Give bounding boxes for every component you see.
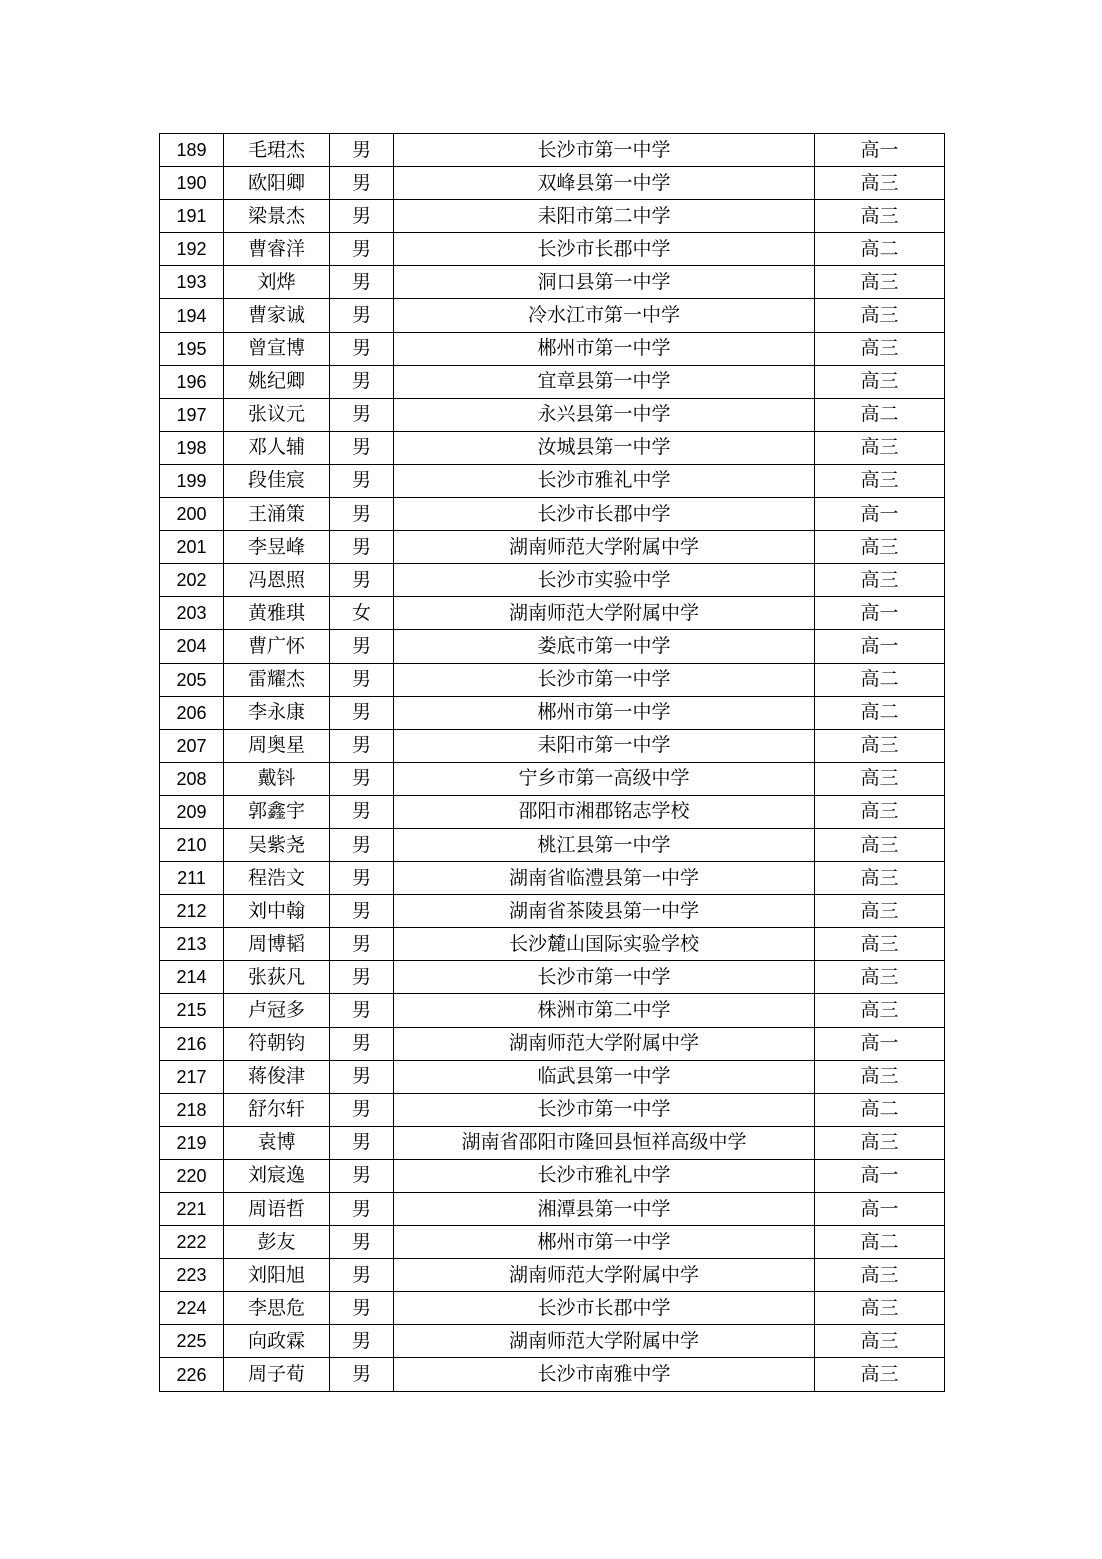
row-number-cell: 221 [160,1193,224,1226]
student-name-cell: 邓人辅 [224,431,330,464]
school-cell: 湘潭县第一中学 [394,1193,815,1226]
row-number-cell: 195 [160,332,224,365]
gender-cell: 男 [330,762,394,795]
gender-cell: 男 [330,1060,394,1093]
table-row [160,1060,945,1093]
row-number-cell: 224 [160,1292,224,1325]
student-name-cell: 刘烨 [224,266,330,299]
school-cell: 长沙市长郡中学 [394,1292,815,1325]
row-number-cell: 219 [160,1126,224,1159]
gender-cell: 男 [330,531,394,564]
student-name-cell: 蒋俊津 [224,1060,330,1093]
student-name-cell: 曹睿洋 [224,233,330,266]
school-cell: 宁乡市第一高级中学 [394,762,815,795]
row-number-cell: 223 [160,1259,224,1292]
table-row [160,895,945,928]
student-name-cell: 舒尔轩 [224,1093,330,1126]
school-cell: 郴州市第一中学 [394,696,815,729]
gender-cell: 男 [330,663,394,696]
grade-cell: 高三 [815,862,945,895]
school-cell: 耒阳市第二中学 [394,200,815,233]
school-cell: 湖南省邵阳市隆回县恒祥高级中学 [394,1126,815,1159]
grade-cell: 高三 [815,332,945,365]
gender-cell: 男 [330,1159,394,1192]
grade-cell: 高三 [815,795,945,828]
student-name-cell: 李思危 [224,1292,330,1325]
row-number-cell: 216 [160,1027,224,1060]
gender-cell: 男 [330,928,394,961]
gender-cell: 男 [330,1093,394,1126]
table-row [160,961,945,994]
gender-cell: 男 [330,1259,394,1292]
school-cell: 邵阳市湘郡铭志学校 [394,795,815,828]
gender-cell: 男 [330,431,394,464]
student-name-cell: 程浩文 [224,862,330,895]
row-number-cell: 193 [160,266,224,299]
school-cell: 长沙市第一中学 [394,663,815,696]
row-number-cell: 213 [160,928,224,961]
table-row [160,729,945,762]
grade-cell: 高一 [815,1193,945,1226]
table-row [160,233,945,266]
gender-cell: 男 [330,398,394,431]
school-cell: 临武县第一中学 [394,1060,815,1093]
school-cell: 长沙市实验中学 [394,564,815,597]
table-row [160,564,945,597]
table-row [160,498,945,531]
table-row [160,663,945,696]
grade-cell: 高三 [815,365,945,398]
row-number-cell: 214 [160,961,224,994]
row-number-cell: 210 [160,828,224,861]
grade-cell: 高三 [815,1292,945,1325]
grade-cell: 高三 [815,564,945,597]
table-row [160,531,945,564]
gender-cell: 男 [330,696,394,729]
gender-cell: 男 [330,299,394,332]
student-name-cell: 卢冠多 [224,994,330,1027]
grade-cell: 高三 [815,729,945,762]
grade-cell: 高三 [815,167,945,200]
row-number-cell: 211 [160,862,224,895]
gender-cell: 女 [330,597,394,630]
school-cell: 株洲市第二中学 [394,994,815,1027]
table-row [160,928,945,961]
school-cell: 郴州市第一中学 [394,1226,815,1259]
grade-cell: 高三 [815,928,945,961]
gender-cell: 男 [330,630,394,663]
table-row [160,1126,945,1159]
student-name-cell: 张荻凡 [224,961,330,994]
school-cell: 娄底市第一中学 [394,630,815,663]
gender-cell: 男 [330,862,394,895]
student-name-cell: 曹广怀 [224,630,330,663]
gender-cell: 男 [330,200,394,233]
student-name-cell: 彭友 [224,1226,330,1259]
gender-cell: 男 [330,828,394,861]
grade-cell: 高一 [815,1027,945,1060]
student-name-cell: 刘宸逸 [224,1159,330,1192]
row-number-cell: 190 [160,167,224,200]
grade-cell: 高三 [815,1060,945,1093]
grade-cell: 高二 [815,696,945,729]
row-number-cell: 205 [160,663,224,696]
grade-cell: 高一 [815,630,945,663]
school-cell: 湖南师范大学附属中学 [394,597,815,630]
school-cell: 长沙市第一中学 [394,1093,815,1126]
row-number-cell: 207 [160,729,224,762]
row-number-cell: 198 [160,431,224,464]
table-row [160,597,945,630]
school-cell: 湖南师范大学附属中学 [394,1259,815,1292]
student-name-cell: 刘阳旭 [224,1259,330,1292]
gender-cell: 男 [330,167,394,200]
school-cell: 长沙市第一中学 [394,134,815,167]
student-name-cell: 李昱峰 [224,531,330,564]
student-name-cell: 曾宣博 [224,332,330,365]
grade-cell: 高一 [815,134,945,167]
student-name-cell: 冯恩照 [224,564,330,597]
student-name-cell: 梁景杰 [224,200,330,233]
table-row [160,431,945,464]
gender-cell: 男 [330,1325,394,1358]
table-row [160,1325,945,1358]
grade-cell: 高二 [815,1093,945,1126]
student-name-cell: 向政霖 [224,1325,330,1358]
row-number-cell: 218 [160,1093,224,1126]
row-number-cell: 225 [160,1325,224,1358]
table-row [160,994,945,1027]
table-row [160,1259,945,1292]
school-cell: 耒阳市第一中学 [394,729,815,762]
student-name-cell: 吴紫尧 [224,828,330,861]
row-number-cell: 199 [160,464,224,497]
table-row [160,1159,945,1192]
row-number-cell: 204 [160,630,224,663]
student-name-cell: 刘中翰 [224,895,330,928]
table-row [160,332,945,365]
grade-cell: 高二 [815,233,945,266]
table-row [160,696,945,729]
grade-cell: 高一 [815,597,945,630]
gender-cell: 男 [330,1226,394,1259]
row-number-cell: 220 [160,1159,224,1192]
student-name-cell: 曹家诚 [224,299,330,332]
student-name-cell: 周语哲 [224,1193,330,1226]
student-name-cell: 欧阳卿 [224,167,330,200]
row-number-cell: 202 [160,564,224,597]
table-row [160,828,945,861]
school-cell: 长沙麓山国际实验学校 [394,928,815,961]
student-name-cell: 符朝钧 [224,1027,330,1060]
row-number-cell: 208 [160,762,224,795]
school-cell: 永兴县第一中学 [394,398,815,431]
row-number-cell: 212 [160,895,224,928]
gender-cell: 男 [330,1027,394,1060]
table-row [160,630,945,663]
gender-cell: 男 [330,233,394,266]
student-name-cell: 姚纪卿 [224,365,330,398]
grade-cell: 高三 [815,895,945,928]
table-row [160,200,945,233]
student-name-cell: 毛珺杰 [224,134,330,167]
grade-cell: 高二 [815,663,945,696]
row-number-cell: 194 [160,299,224,332]
gender-cell: 男 [330,365,394,398]
row-number-cell: 217 [160,1060,224,1093]
grade-cell: 高一 [815,498,945,531]
school-cell: 长沙市长郡中学 [394,498,815,531]
student-name-cell: 黄雅琪 [224,597,330,630]
school-cell: 洞口县第一中学 [394,266,815,299]
school-cell: 湖南省临澧县第一中学 [394,862,815,895]
grade-cell: 高三 [815,266,945,299]
student-name-cell: 王涌策 [224,498,330,531]
school-cell: 冷水江市第一中学 [394,299,815,332]
school-cell: 宜章县第一中学 [394,365,815,398]
table-row [160,1358,945,1391]
school-cell: 汝城县第一中学 [394,431,815,464]
school-cell: 长沙市长郡中学 [394,233,815,266]
table-row [160,299,945,332]
roster-table [159,133,945,1392]
row-number-cell: 191 [160,200,224,233]
table-row [160,167,945,200]
row-number-cell: 215 [160,994,224,1027]
school-cell: 湖南省茶陵县第一中学 [394,895,815,928]
table-row [160,266,945,299]
student-name-cell: 周子荀 [224,1358,330,1391]
table-row [160,1226,945,1259]
gender-cell: 男 [330,1126,394,1159]
grade-cell: 高一 [815,1159,945,1192]
grade-cell: 高三 [815,1358,945,1391]
row-number-cell: 201 [160,531,224,564]
student-name-cell: 袁博 [224,1126,330,1159]
grade-cell: 高三 [815,299,945,332]
row-number-cell: 196 [160,365,224,398]
table-row [160,1027,945,1060]
table-row [160,862,945,895]
student-name-cell: 段佳宸 [224,464,330,497]
school-cell: 湖南师范大学附属中学 [394,1027,815,1060]
gender-cell: 男 [330,464,394,497]
grade-cell: 高三 [815,1126,945,1159]
table-row [160,134,945,167]
student-name-cell: 周奥星 [224,729,330,762]
row-number-cell: 203 [160,597,224,630]
school-cell: 长沙市雅礼中学 [394,464,815,497]
gender-cell: 男 [330,1193,394,1226]
gender-cell: 男 [330,795,394,828]
row-number-cell: 189 [160,134,224,167]
roster-table-body [160,134,945,1392]
row-number-cell: 209 [160,795,224,828]
grade-cell: 高二 [815,1226,945,1259]
school-cell: 湖南师范大学附属中学 [394,1325,815,1358]
school-cell: 双峰县第一中学 [394,167,815,200]
gender-cell: 男 [330,1292,394,1325]
gender-cell: 男 [330,895,394,928]
grade-cell: 高三 [815,762,945,795]
table-row [160,398,945,431]
student-name-cell: 郭鑫宇 [224,795,330,828]
table-row [160,795,945,828]
table-row [160,1292,945,1325]
grade-cell: 高三 [815,464,945,497]
row-number-cell: 197 [160,398,224,431]
school-cell: 长沙市南雅中学 [394,1358,815,1391]
table-row [160,1093,945,1126]
gender-cell: 男 [330,332,394,365]
grade-cell: 高三 [815,531,945,564]
gender-cell: 男 [330,994,394,1027]
student-name-cell: 戴钭 [224,762,330,795]
grade-cell: 高三 [815,1259,945,1292]
row-number-cell: 226 [160,1358,224,1391]
grade-cell: 高三 [815,431,945,464]
grade-cell: 高三 [815,994,945,1027]
school-cell: 桃江县第一中学 [394,828,815,861]
row-number-cell: 206 [160,696,224,729]
table-row [160,464,945,497]
gender-cell: 男 [330,729,394,762]
student-name-cell: 雷耀杰 [224,663,330,696]
grade-cell: 高三 [815,200,945,233]
student-name-cell: 张议元 [224,398,330,431]
gender-cell: 男 [330,1358,394,1391]
school-cell: 湖南师范大学附属中学 [394,531,815,564]
school-cell: 长沙市雅礼中学 [394,1159,815,1192]
table-row [160,1193,945,1226]
grade-cell: 高二 [815,398,945,431]
row-number-cell: 222 [160,1226,224,1259]
gender-cell: 男 [330,134,394,167]
grade-cell: 高三 [815,1325,945,1358]
grade-cell: 高三 [815,961,945,994]
gender-cell: 男 [330,961,394,994]
gender-cell: 男 [330,564,394,597]
row-number-cell: 192 [160,233,224,266]
gender-cell: 男 [330,498,394,531]
grade-cell: 高三 [815,828,945,861]
student-name-cell: 李永康 [224,696,330,729]
school-cell: 郴州市第一中学 [394,332,815,365]
table-row [160,365,945,398]
student-name-cell: 周博韬 [224,928,330,961]
row-number-cell: 200 [160,498,224,531]
gender-cell: 男 [330,266,394,299]
school-cell: 长沙市第一中学 [394,961,815,994]
table-row [160,762,945,795]
